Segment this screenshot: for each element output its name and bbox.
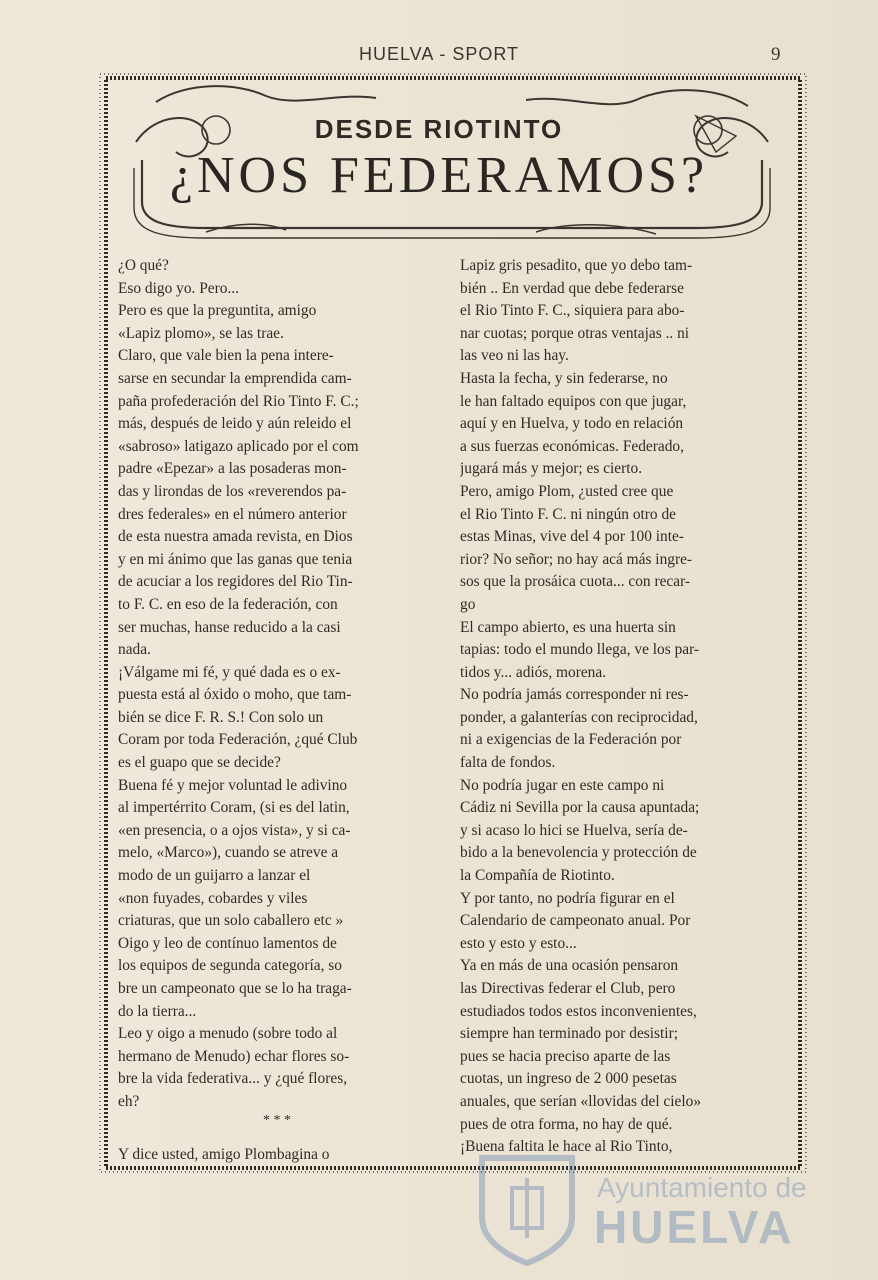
text-line: las veo ni las hay. [460, 347, 569, 365]
ayuntamiento-seal-icon [472, 1148, 582, 1268]
text-line: y si acaso lo hici se Huelva, sería de- [460, 821, 688, 839]
page-number: 9 [771, 44, 781, 65]
text-line: Leo y oigo a menudo (sobre todo al [118, 1025, 338, 1043]
text-line: la Compañía de Riotinto. [460, 867, 615, 885]
text-line: las Directivas federar el Club, pero [460, 980, 676, 997]
text-line: sarse en secundar la emprendida cam- [118, 369, 352, 387]
watermark-line1: Ayuntamiento de [597, 1172, 807, 1203]
text-line: estudiados todos estos inconvenientes, [460, 1002, 697, 1020]
text-line: al impertérrito Coram, (si es del latin, [118, 799, 350, 817]
text-line: más, después de leido y aún releido el [118, 415, 352, 433]
text-line: falta de fondos. [460, 754, 556, 772]
text-line: No podría jamás corresponder ni res- [460, 686, 689, 704]
text-line: «Lapiz plomo», se las trae. [118, 324, 284, 342]
text-line: «non fuyades, cobardes y viles [118, 889, 308, 907]
text-line: Coram por toda Federación, ¿qué Club [118, 731, 358, 749]
text-line: le han faltado equipos con que jugar, [460, 392, 687, 410]
watermark-line2: HUELVA [594, 1201, 795, 1253]
text-line: ¿O qué? [118, 257, 169, 274]
article-headline: ¿NOS FEDERAMOS? [169, 147, 709, 204]
text-line: ponder, a galanterías con reciprocidad, [460, 708, 698, 726]
text-line: to F. C. en eso de la federación, con [118, 595, 338, 613]
text-line: jugará más y mejor; es cierto. [460, 460, 643, 478]
text-line: Pero, amigo Plom, ¿usted cree que [460, 482, 674, 500]
text-line: Pero es que la preguntita, amigo [118, 302, 317, 320]
text-line: rior? No señor; no hay acá más ingre- [460, 550, 693, 568]
text-line: das y lirondas de los «reverendos pa- [118, 482, 347, 500]
watermark [472, 1128, 812, 1268]
text-line: tidos y... adiós, morena. [460, 663, 607, 681]
text-line: eh? [118, 1092, 140, 1110]
text-line: ¡Buena faltita le hace al Rio Tinto, [460, 1138, 673, 1156]
text-line: es el guapo que se decide? [118, 754, 281, 772]
text-line: a sus fuerzas económicas. Federado, [460, 437, 684, 455]
section-title: DESDE RIOTINTO [314, 114, 564, 144]
text-line: tapias: todo el mundo llega, ve los par- [460, 641, 700, 659]
text-line: bre un campeonato que se lo ha traga- [118, 980, 352, 997]
text-line: esto y esto y esto... [460, 934, 577, 952]
text-line: Hasta la fecha, y sin federarse, no [460, 369, 668, 387]
left-column [118, 255, 436, 1166]
text-line: Claro, que vale bien la pena intere- [118, 347, 334, 365]
text-line: los equipos de segunda categoría, so [118, 957, 342, 975]
text-line: el Rio Tinto F. C., siquiera para abo- [460, 302, 685, 320]
text-line: el Rio Tinto F. C. ni ningún otro de [460, 505, 676, 523]
text-line: Lapiz gris pesadito, que yo debo tam- [460, 257, 693, 274]
text-line: de acuciar a los regidores del Rio Tin- [118, 573, 353, 591]
text-line: ni a exigencias de la Federación por [460, 731, 682, 749]
text-line: nar cuotas; porque otras ventajas .. ni [460, 324, 690, 342]
text-line: puesta está al óxido o moho, que tam- [118, 686, 352, 704]
text-line: hermano de Menudo) echar flores so- [118, 1047, 350, 1065]
text-line: nada. [118, 641, 151, 659]
text-line: «en presencia, o a ojos vista», y si ca- [118, 821, 351, 839]
text-line: de esta nuestra amada revista, en Dios [118, 528, 353, 546]
text-line: Cádiz ni Sevilla por la causa apuntada; [460, 799, 700, 817]
text-line: melo, «Marco»), cuando se atreve a [118, 844, 339, 862]
text-line: aquí y en Huelva, y todo en relación [460, 415, 684, 433]
text-line: Calendario de campeonato anual. Por [460, 912, 691, 930]
text-line: cuotas, un ingreso de 2 000 pesetas [460, 1070, 677, 1088]
text-line: bre la vida federativa... y ¿qué flores, [118, 1070, 348, 1088]
text-line: Oigo y leo de contínuo lamentos de [118, 934, 337, 952]
text-line: pues de otra forma, no hay de qué. [460, 1115, 673, 1133]
text-line: Buena fé y mejor voluntad le adivino [118, 776, 348, 794]
text-line: sos que la prosáica cuota... con recar- [460, 573, 691, 591]
text-line: ser muchas, hanse reducido a la casi [118, 618, 341, 636]
right-column [460, 255, 778, 1159]
text-line: siempre han terminado por desistir; [460, 1025, 678, 1043]
text-line: criaturas, que un solo caballero etc » [118, 912, 344, 930]
text-line: Ya en más de una ocasión pensaron [460, 957, 679, 975]
running-head: HUELVA - SPORT [358, 44, 520, 64]
text-line: «sabroso» latigazo aplicado por el com [118, 437, 359, 455]
text-line: bién se dice F. R. S.! Con solo un [118, 708, 324, 726]
text-line: Eso digo yo. Pero... [118, 279, 239, 297]
text-line: estas Minas, vive del 4 por 100 inte- [460, 528, 684, 546]
text-line: modo de un guijarro a lanzar el [118, 867, 311, 885]
text-line: bién .. En verdad que debe federarse [460, 279, 684, 297]
text-line: anuales, que serían «llovidas del cielo» [460, 1092, 702, 1110]
text-line: El campo abierto, es una huerta sin [460, 618, 676, 636]
text-line: dres federales» en el número anterior [118, 505, 347, 523]
text-line: No podría jugar en este campo ni [460, 776, 665, 794]
text-line: padre «Epezar» a las posaderas mon- [118, 460, 347, 478]
text-line: do la tierra... [118, 1002, 197, 1020]
text-line: pues se hacia preciso aparte de las [460, 1047, 671, 1065]
text-line: Y dice usted, amigo Plombagina o [118, 1145, 330, 1163]
text-line: Y por tanto, no podría figurar en el [460, 889, 675, 907]
text-line: ¡Válgame mi fé, y qué dada es o ex- [118, 663, 341, 681]
text-line: bido a la benevolencia y protección de [460, 844, 697, 862]
text-line: y en mi ánimo que las ganas que tenia [118, 550, 353, 568]
text-line: paña profederación del Rio Tinto F. C.; [118, 392, 359, 410]
section-break: * * * [263, 1112, 291, 1128]
text-line: go [460, 595, 476, 613]
